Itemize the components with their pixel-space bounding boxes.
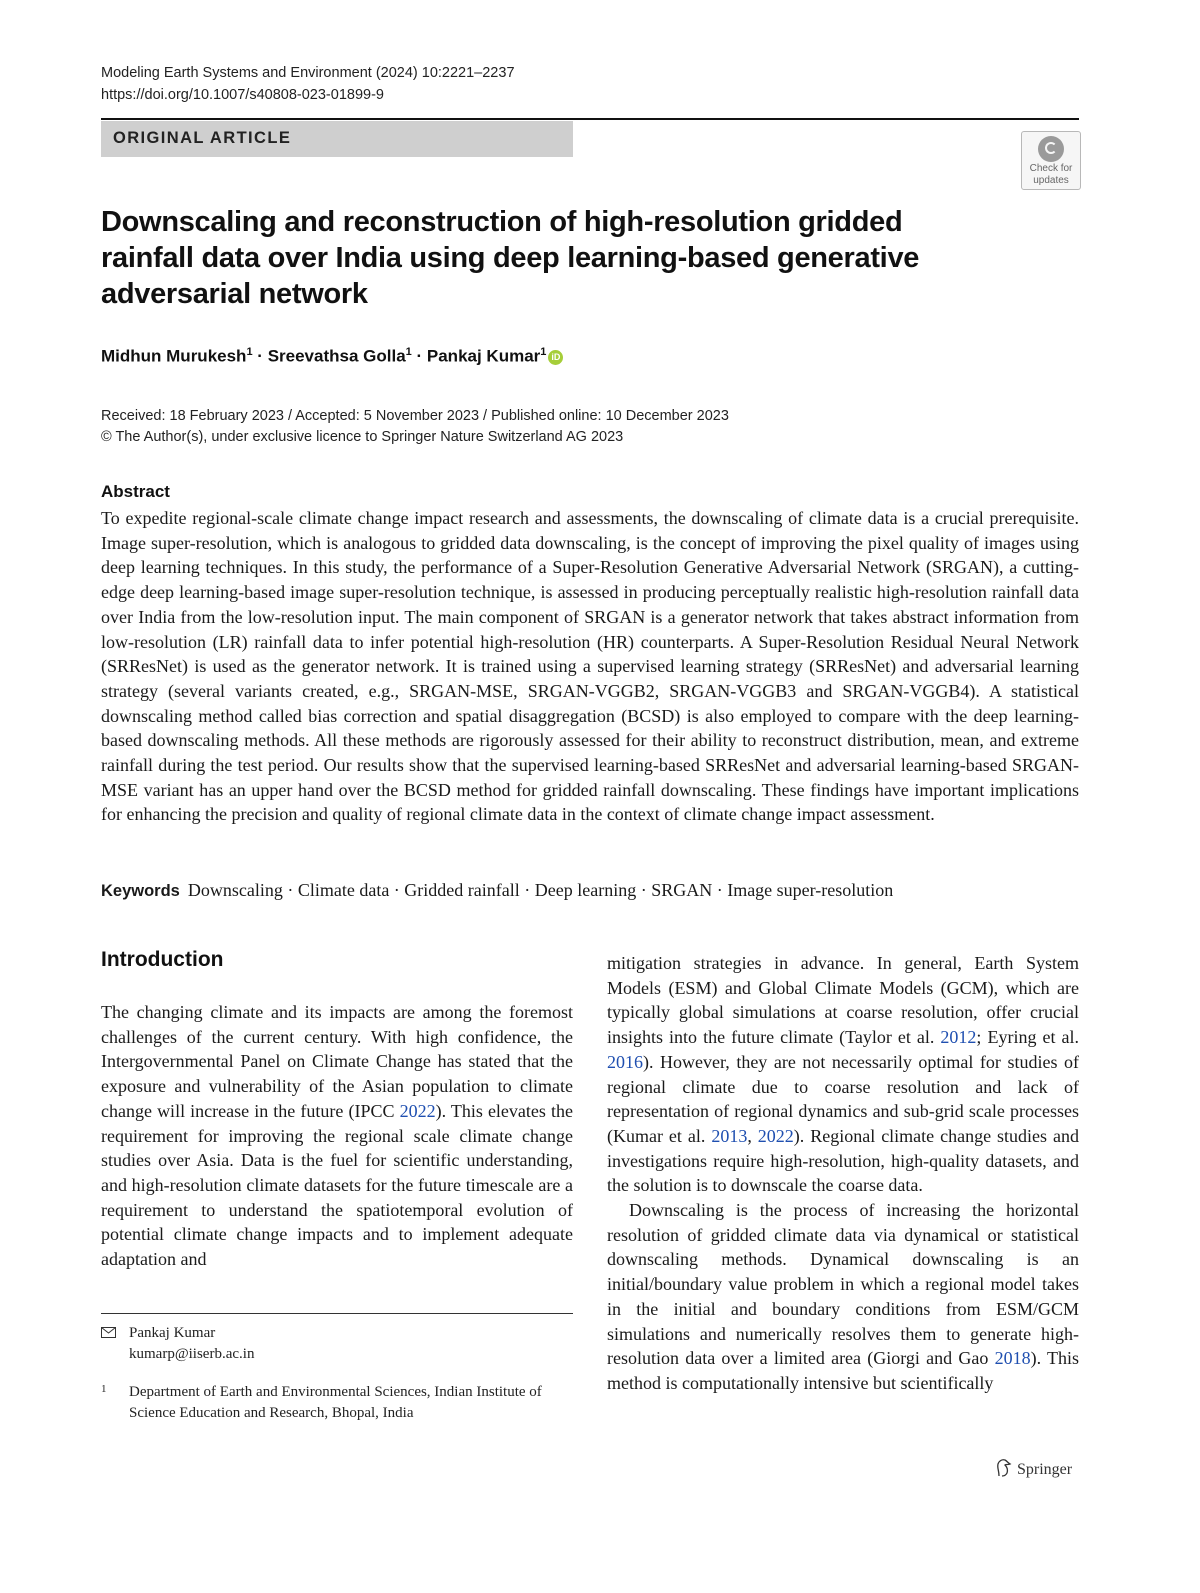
author-separator: · xyxy=(252,346,268,366)
left-column xyxy=(101,1000,573,1272)
contact-name: Pankaj Kumar xyxy=(129,1325,216,1341)
introduction-heading: Introduction xyxy=(101,948,224,971)
footnote-rule xyxy=(101,1313,573,1314)
author-list xyxy=(101,346,563,367)
copyright-line: © The Author(s), under exclusive licence to Springer Nature Switzerland AG 2023 xyxy=(101,429,624,445)
paragraph xyxy=(607,951,1079,1198)
badge-text-1: Check for xyxy=(1029,163,1073,174)
affiliation-text: Department of Earth and Environmental Sciences, Indian Institute of Science Education and Research, Bhopal, India xyxy=(129,1384,542,1421)
keywords-label: Keywords xyxy=(101,882,180,900)
springer-horse-icon xyxy=(995,1458,1013,1478)
citation-link[interactable]: 2022 xyxy=(757,1125,794,1146)
author-name: Sreevathsa Golla xyxy=(267,346,406,366)
keywords-list: Downscaling · Climate data · Gridded rainfall · Deep learning · SRGAN · Image super-resolution xyxy=(187,880,894,900)
contact-email[interactable]: kumarp@iiserb.ac.in xyxy=(129,1346,255,1362)
abstract-heading: Abstract xyxy=(101,482,170,501)
check-for-updates-badge[interactable] xyxy=(1021,131,1081,190)
paragraph xyxy=(101,1000,573,1272)
history-dates: Received: 18 February 2023 / Accepted: 5 November 2023 / Published online: 10 December 2023 xyxy=(101,408,729,424)
article-type-banner xyxy=(101,121,573,157)
citation-link[interactable]: 2018 xyxy=(994,1348,1031,1369)
paragraph-text: ; Eyring et al. xyxy=(976,1027,1079,1048)
author-affiliation-mark: 1 xyxy=(405,346,412,358)
journal-header xyxy=(101,62,515,106)
crossmark-icon xyxy=(1038,136,1064,162)
badge-text-2: updates xyxy=(1033,175,1069,186)
journal-citation: Modeling Earth Systems and Environment (2024) 10:2221–2237 xyxy=(101,65,515,81)
paragraph-text: mitigation strategies in advance. In general, Earth System Models (ESM) and Global Climate Models (GCM), which are typically global simulations at coarse resolution, offer crucial insights into the future climate (Taylor et al. xyxy=(607,953,1079,1048)
paragraph-text: ). This method is computationally intensive but scientifically xyxy=(607,1348,1080,1393)
citation-link[interactable]: 2022 xyxy=(399,1100,436,1121)
paragraph-text: , xyxy=(747,1125,758,1146)
orcid-icon[interactable]: iD xyxy=(548,350,563,365)
keywords xyxy=(101,878,1079,903)
doi-link[interactable]: https://doi.org/10.1007/s40808-023-01899-9 xyxy=(101,87,384,103)
author-name: Midhun Murukesh xyxy=(101,346,247,366)
affiliation-number: 1 xyxy=(101,1383,107,1395)
citation-link[interactable]: 2012 xyxy=(940,1027,977,1048)
publisher-logo xyxy=(995,1458,1072,1479)
paragraph xyxy=(607,1198,1079,1396)
paragraph-text: Downscaling is the process of increasing the horizontal resolution of gridded climate data via dynamical or statistical downscaling methods. Dynamical downscaling is an initial/boundary value problem in which a regional model takes in the initial and boundary conditions from ESM/GCM simulations and numerically resolves them to generate high-resolution data over a limited area (Giorgi and Gao xyxy=(607,1200,1079,1369)
header-rule xyxy=(101,118,1079,120)
abstract-text: To expedite regional-scale climate change impact research and assessments, the downscaling of climate data is a crucial prerequisite. Image super-resolution, which is analogous to gridded data downscaling, is the concept of improving the pixel quality of images using deep learning techniques. In this study, the performance of a Super-Resolution Generative Adversarial Network (SRGAN), a cutting-edge deep learning-based image super-resolution technique, is assessed in producing perceptually realistic high-resolution rainfall data over India from the low-resolution input. The main component of SRGAN is a generator network that takes abstract information from low-resolution (LR) rainfall data to infer potential high-resolution (HR) counterparts. A Super-Resolution Residual Neural Network (SRResNet) is used as the generator network. It is trained using a supervised learning strategy (SRResNet) and adversarial learning strategy (several variants created, e.g., SRGAN-MSE, SRGAN-VGGB2, SRGAN-VGGB3 and SRGAN-VGGB4). A statistical downscaling method called bias correction and spatial disaggregation (BCSD) is also employed to compare with the deep learning-based downscaling methods. All these methods are rigorously assessed for their ability to reconstruct distribution, mean, and extreme rainfall during the test period. Our results show that the supervised learning-based SRResNet and adversarial learning-based SRGAN-MSE variant has an upper hand over the BCSD method for gridded rainfall downscaling. These findings have important implications for enhancing the precision and quality of regional climate data in the context of climate change impact assessment. xyxy=(101,508,1079,825)
article-type-label: ORIGINAL ARTICLE xyxy=(113,129,292,147)
author-separator: · xyxy=(411,346,427,366)
publisher-name: Springer xyxy=(1017,1461,1073,1478)
author-affiliation-mark: 1 xyxy=(540,346,547,358)
paragraph-text: ). This elevates the requirement for improving the regional scale climate change studies over Asia. Data is the fuel for scientific understanding, and high-resolution climate datasets for the future timescale are a requirement to understand the spatiotemporal evolution of potential climate change impacts and to implement adequate adaptation and xyxy=(101,1100,573,1270)
envelope-icon xyxy=(101,1327,116,1338)
article-title: Downscaling and reconstruction of high-resolution gridded rainfall data over India using deep learning-based generative adversarial network xyxy=(101,206,920,310)
author-name: Pankaj Kumar xyxy=(426,346,541,366)
author-affiliation-mark: 1 xyxy=(246,346,253,358)
citation-link[interactable]: 2013 xyxy=(711,1125,748,1146)
paragraph-text: ). Regional climate change studies and investigations require high-resolution, high-quality datasets, and the solution is to downscale the coarse data. xyxy=(607,1125,1079,1196)
citation-link[interactable]: 2016 xyxy=(607,1051,643,1072)
right-column xyxy=(607,951,1079,1396)
paragraph-text: ). However, they are not necessarily optimal for studies of regional climate due to coarse resolution and lack of representation of regional dynamics and sub-grid scale processes (Kumar et al. xyxy=(607,1051,1079,1146)
paragraph-text: The changing climate and its impacts are among the foremost challenges of the current century. With high confidence, the Intergovernmental Panel on Climate Change has stated that the exposure and vulnerability of the Asian population to climate change will increase in the future (IPCC xyxy=(101,1002,573,1121)
publication-dates xyxy=(101,406,729,448)
